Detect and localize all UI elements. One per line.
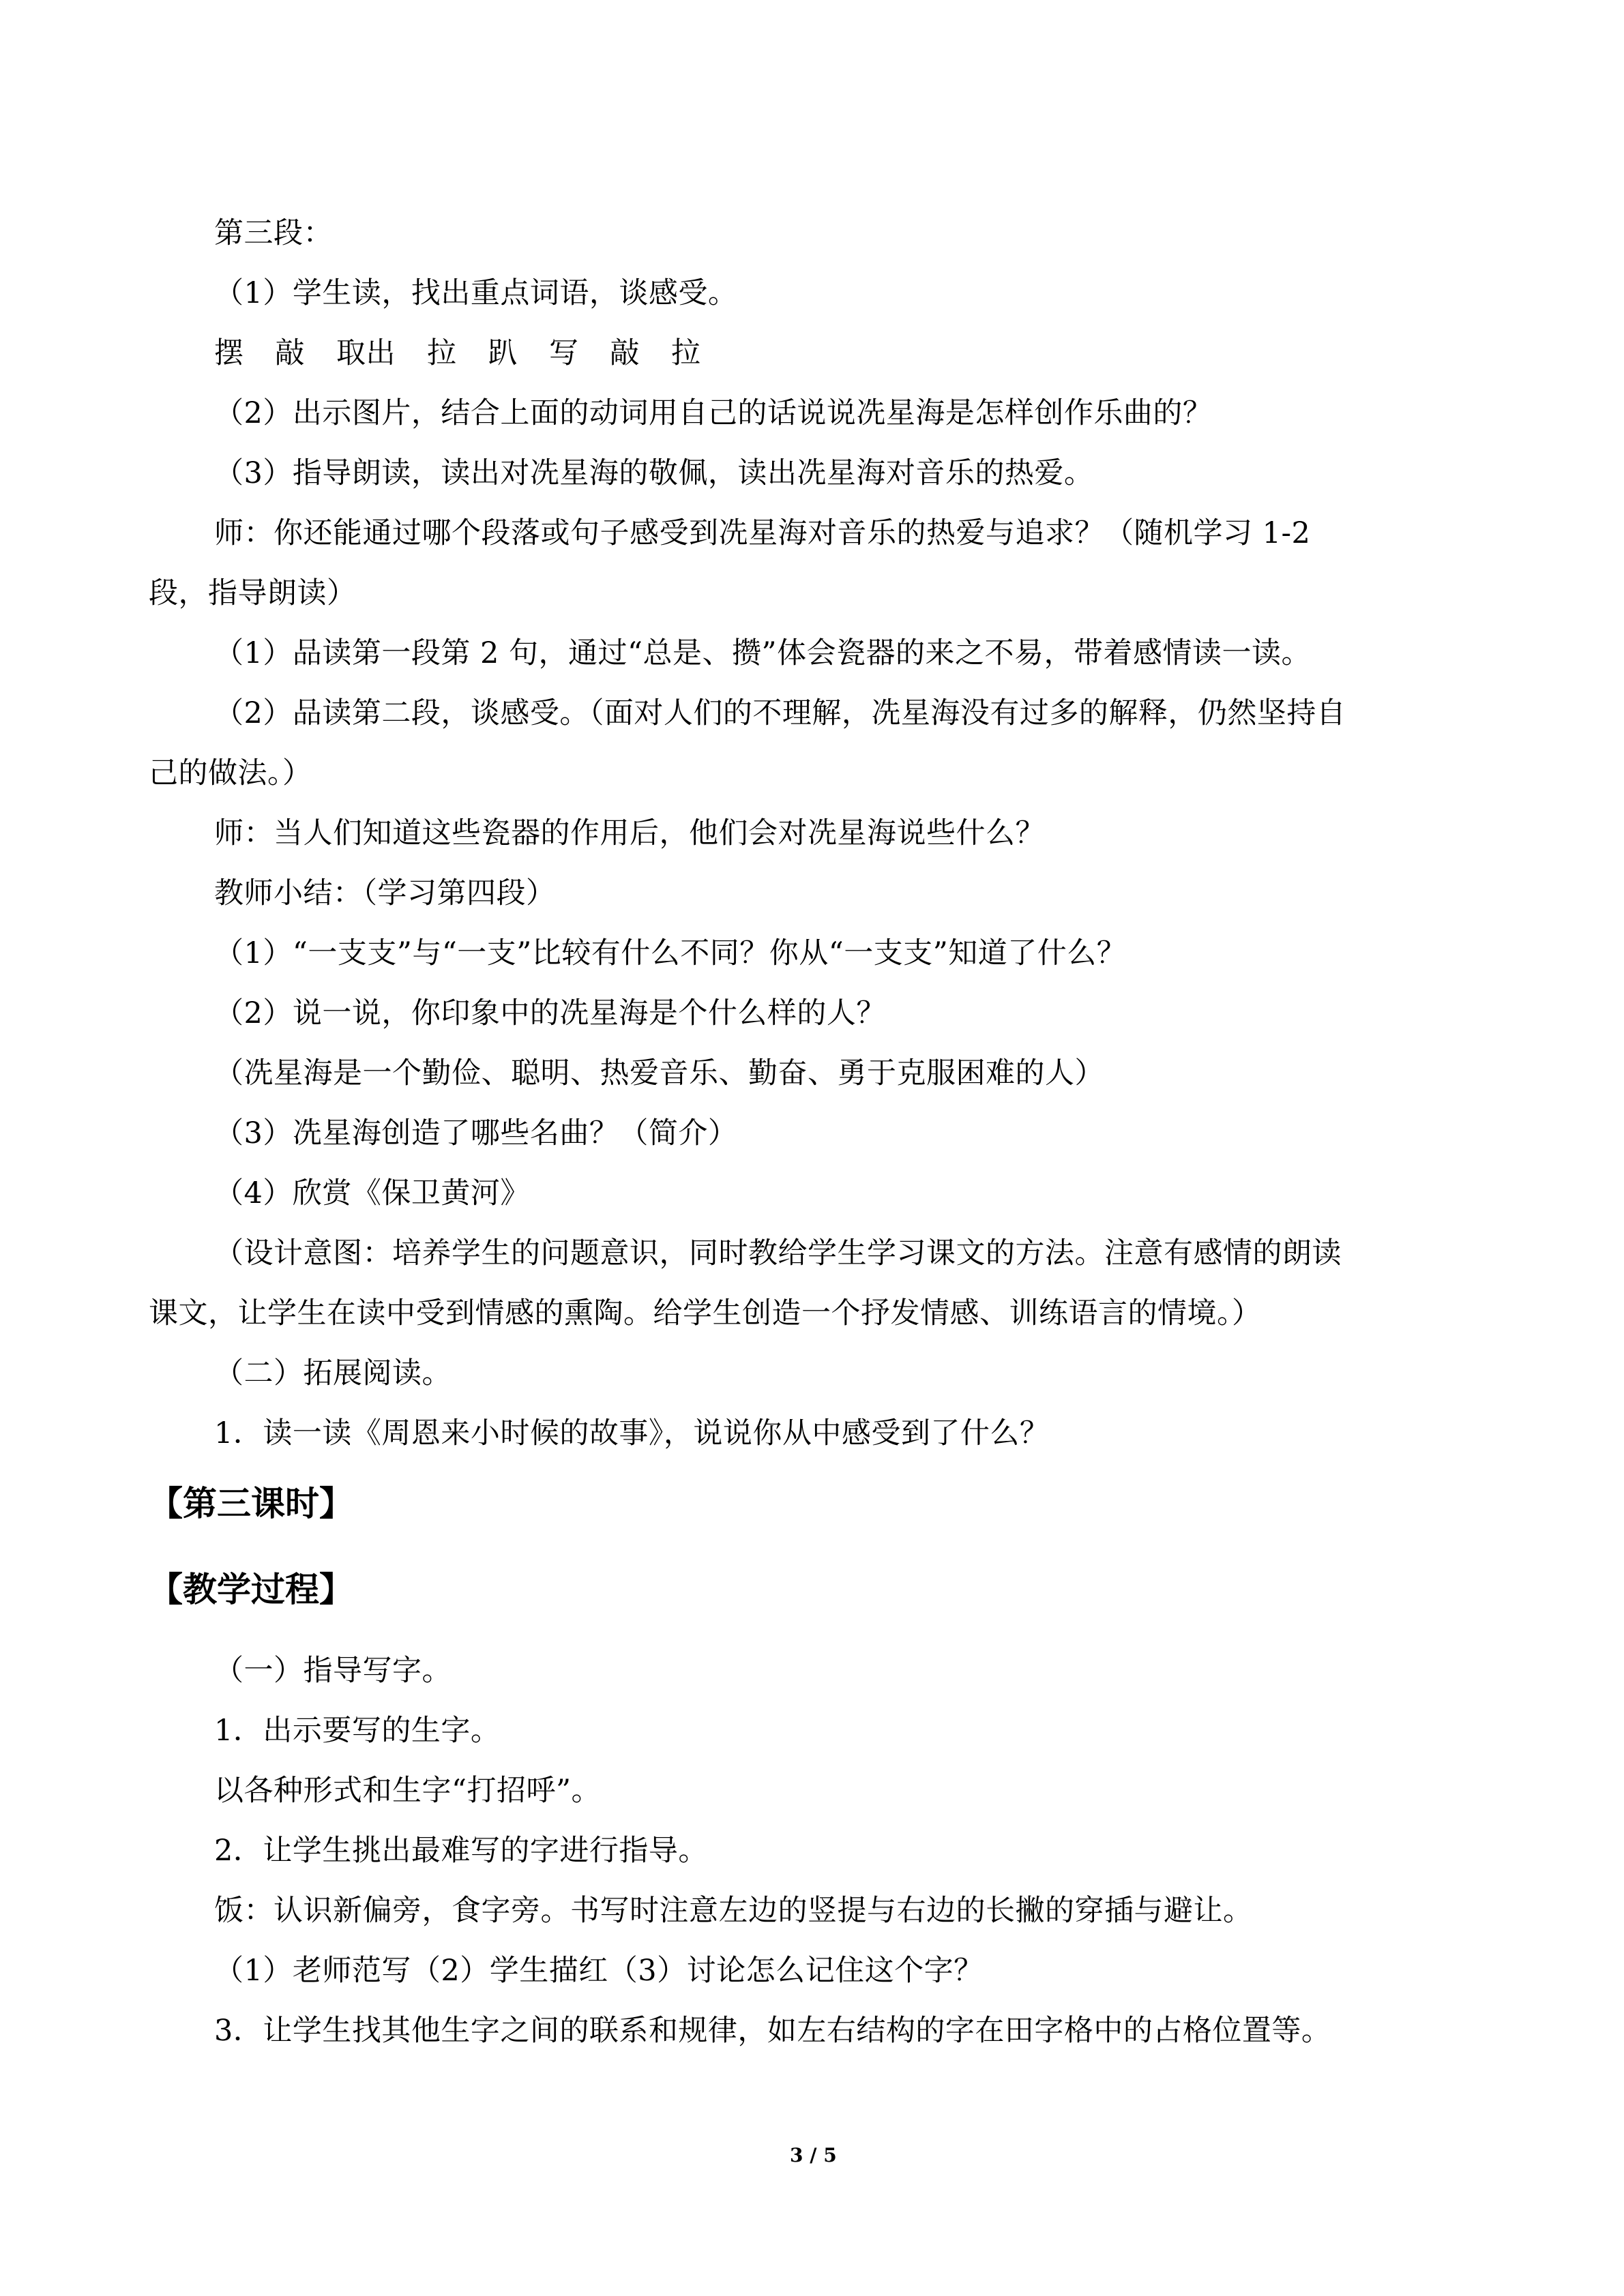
paragraph-line: 饭：认识新偏旁，食字旁。书写时注意左边的竖提与右边的长撇的穿插与避让。 bbox=[214, 1894, 1253, 1928]
page-number: 3 / 5 bbox=[790, 2144, 837, 2166]
verb-list bbox=[214, 333, 733, 374]
verb-item: 拉 bbox=[671, 336, 701, 370]
paragraph-line: （一）指导写字。 bbox=[214, 1654, 452, 1688]
paragraph-line: （1）“一支支”与“一支”比较有什么不同？你从“一支支”知道了什么？ bbox=[214, 936, 1127, 970]
paragraph-line: 己的做法。） bbox=[149, 756, 312, 790]
paragraph-line: （冼星海是一个勤俭、聪明、热爱音乐、勤奋、勇于克服困难的人） bbox=[214, 1056, 1104, 1090]
paragraph-line: 1．出示要写的生字。 bbox=[214, 1714, 501, 1748]
paragraph-line: 教师小结：（学习第四段） bbox=[214, 876, 556, 910]
paragraph-line: （3）指导朗读，读出对冼星海的敬佩，读出冼星海对音乐的热爱。 bbox=[214, 456, 1094, 490]
paragraph-line: 师：你还能通过哪个段落或句子感受到冼星海对音乐的热爱与追求？（随机学习 1-2 bbox=[214, 516, 1311, 550]
paragraph-line: 2．让学生挑出最难写的字进行指导。 bbox=[214, 1834, 708, 1868]
paragraph-line: 1．读一读《周恩来小时候的故事》，说说你从中感受到了什么？ bbox=[214, 1416, 1050, 1450]
section-label: 第三段： bbox=[214, 216, 333, 250]
verb-item: 写 bbox=[549, 336, 579, 370]
paragraph-line: （3）冼星海创造了哪些名曲？（简介） bbox=[214, 1116, 738, 1150]
paragraph-line: （2）出示图片，结合上面的动词用自己的话说说冼星海是怎样创作乐曲的？ bbox=[214, 396, 1213, 430]
verb-item: 拉 bbox=[427, 336, 457, 370]
verb-item: 敲 bbox=[610, 336, 640, 370]
paragraph-line: （4）欣赏《保卫黄河》 bbox=[214, 1176, 530, 1210]
paragraph-line: 3．让学生找其他生字之间的联系和规律，如左右结构的字在田字格中的占格位置等。 bbox=[214, 2014, 1331, 2048]
paragraph-line: （2）品读第二段，谈感受。（面对人们的不理解，冼星海没有过多的解释，仍然坚持自 bbox=[214, 696, 1346, 730]
verb-item: 敲 bbox=[275, 336, 305, 370]
paragraph-line: 师：当人们知道这些瓷器的作用后，他们会对冼星海说些什么？ bbox=[214, 816, 1045, 850]
paragraph-line: （2）说一说，你印象中的冼星海是个什么样的人？ bbox=[214, 996, 886, 1030]
paragraph-line: 课文，让学生在读中受到情感的熏陶。给学生创造一个抒发情感、训练语言的情境。） bbox=[149, 1296, 1262, 1330]
paragraph-line: （1）学生读，找出重点词语，谈感受。 bbox=[214, 276, 738, 310]
verb-item: 趴 bbox=[488, 336, 518, 370]
paragraph-line: （设计意图：培养学生的问题意识，同时教给学生学习课文的方法。注意有感情的朗读 bbox=[214, 1236, 1342, 1270]
verb-item: 取出 bbox=[336, 336, 396, 370]
paragraph-line: （1）品读第一段第 2 句，通过“总是、攒”体会瓷器的来之不易，带着感情读一读。 bbox=[214, 636, 1312, 670]
paragraph-line: （1）老师范写（2）学生描红（3）讨论怎么记住这个字？ bbox=[214, 1954, 984, 1988]
paragraph-line: 段，指导朗读） bbox=[149, 576, 357, 610]
lesson-heading: 【第三课时】 bbox=[149, 1484, 353, 1523]
verb-item: 摆 bbox=[214, 336, 244, 370]
process-heading: 【教学过程】 bbox=[149, 1570, 353, 1609]
paragraph-line: 以各种形式和生字“打招呼”。 bbox=[214, 1774, 601, 1808]
paragraph-line: （二）拓展阅读。 bbox=[214, 1356, 452, 1390]
